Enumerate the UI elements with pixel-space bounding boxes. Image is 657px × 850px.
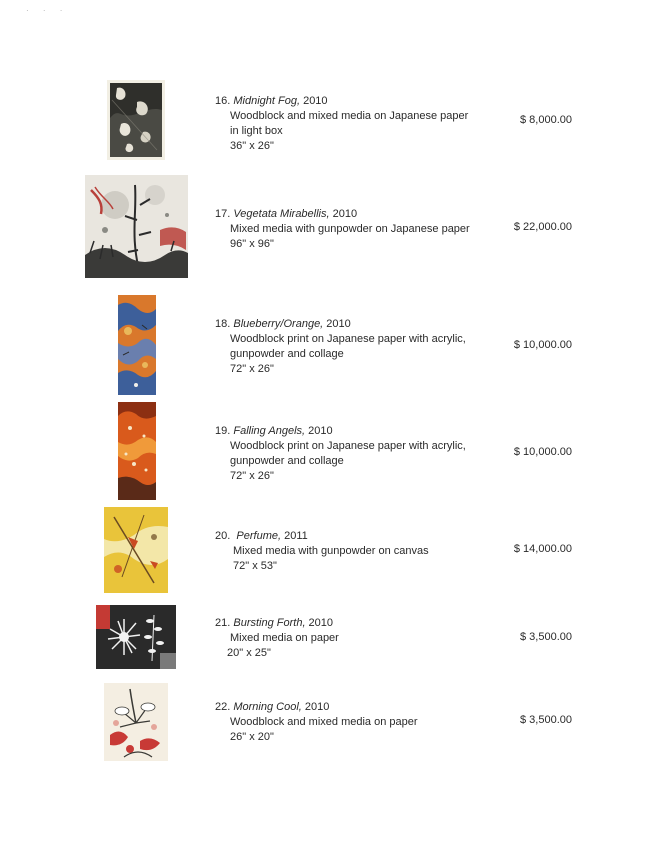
artwork-medium: Woodblock print on Japanese paper with acrylic,	[230, 440, 466, 452]
artwork-thumbnail-blueberry-orange	[118, 295, 156, 395]
artwork-info	[215, 207, 470, 252]
artwork-medium-cont: gunpowder and collage	[230, 455, 344, 467]
artwork-year: 2010	[305, 425, 333, 437]
artwork-number: 22.	[215, 701, 231, 713]
artwork-title: Morning Cool,	[233, 701, 302, 713]
artwork-title: Perfume,	[236, 530, 282, 542]
artwork-price: $ 3,500.00	[520, 631, 572, 643]
artwork-price: $ 3,500.00	[520, 714, 572, 726]
artwork-year: 2010	[301, 701, 330, 713]
artwork-title-line	[215, 700, 418, 715]
artwork-number: 16.	[215, 95, 231, 107]
artwork-title: Falling Angels,	[233, 425, 306, 437]
artwork-info	[215, 424, 466, 484]
artwork-year: 2011	[281, 530, 308, 542]
artwork-price: $ 10,000.00	[513, 339, 572, 351]
artwork-title-line	[215, 317, 466, 332]
artwork-year: 2010	[323, 318, 351, 330]
scan-marks: · · ·	[26, 6, 69, 15]
artwork-medium: Mixed media with gunpowder on canvas	[233, 545, 429, 557]
artwork-dimensions: 20" x 25"	[227, 647, 271, 659]
artwork-entry-18	[0, 295, 657, 397]
artwork-entry-22	[0, 683, 657, 763]
artwork-info	[215, 94, 468, 154]
artwork-entry-20	[0, 507, 657, 595]
artwork-title-line	[215, 616, 339, 631]
artwork-title-line	[215, 529, 429, 544]
artwork-title: Midnight Fog,	[233, 95, 301, 107]
artwork-title-line	[215, 207, 470, 222]
artwork-price: $ 10,000.00	[513, 446, 572, 458]
artwork-dimensions: 72" x 26"	[230, 363, 274, 375]
artwork-number: 18.	[215, 318, 231, 330]
artwork-number: 21.	[215, 617, 231, 629]
artwork-medium: Woodblock and mixed media on paper	[230, 716, 418, 728]
artwork-price: $ 8,000.00	[520, 114, 572, 126]
artwork-dimensions: 36" x 26"	[230, 140, 274, 152]
artwork-title: Vegetata Mirabellis,	[233, 208, 330, 220]
artwork-thumbnail-bursting-forth	[96, 605, 176, 669]
artwork-title: Bursting Forth,	[233, 617, 306, 629]
artwork-thumbnail-falling-angels	[118, 402, 156, 500]
artwork-medium-cont: in light box	[230, 125, 283, 137]
artwork-medium: Mixed media on paper	[230, 632, 339, 644]
artwork-medium: Woodblock print on Japanese paper with acrylic,	[230, 333, 466, 345]
artwork-info	[215, 616, 339, 661]
artwork-thumbnail-vegetata-mirabellis	[85, 175, 188, 278]
artwork-year: 2010	[300, 95, 328, 107]
artwork-title-line	[215, 94, 468, 109]
artwork-entry-21	[0, 605, 657, 673]
artwork-thumbnail-perfume	[104, 507, 168, 593]
artwork-price: $ 22,000.00	[513, 221, 572, 233]
artwork-title-line	[215, 424, 466, 439]
artwork-number: 19.	[215, 425, 231, 437]
artwork-entry-17	[0, 175, 657, 280]
artwork-price: $ 14,000.00	[513, 543, 572, 555]
artwork-entry-19	[0, 402, 657, 502]
artwork-dimensions: 72" x 26"	[230, 470, 274, 482]
artwork-dimensions: 26" x 20"	[230, 731, 274, 743]
artwork-medium-cont: gunpowder and collage	[230, 348, 344, 360]
artwork-title: Blueberry/Orange,	[233, 318, 324, 330]
artwork-year: 2010	[305, 617, 334, 629]
artwork-entry-16	[0, 80, 657, 162]
artwork-thumbnail-midnight-fog	[107, 80, 165, 160]
artwork-thumbnail-morning-cool	[104, 683, 168, 761]
artwork-dimensions: 96" x 96"	[230, 238, 274, 250]
artwork-info	[215, 529, 429, 574]
artwork-info	[215, 700, 418, 745]
artwork-year: 2010	[329, 208, 358, 220]
artwork-medium: Mixed media with gunpowder on Japanese paper	[230, 223, 470, 235]
artwork-info	[215, 317, 466, 377]
artwork-number: 20.	[215, 530, 231, 542]
artwork-dimensions: 72" x 53"	[233, 560, 277, 572]
artwork-medium: Woodblock and mixed media on Japanese paper	[230, 110, 469, 122]
artwork-number: 17.	[215, 208, 231, 220]
